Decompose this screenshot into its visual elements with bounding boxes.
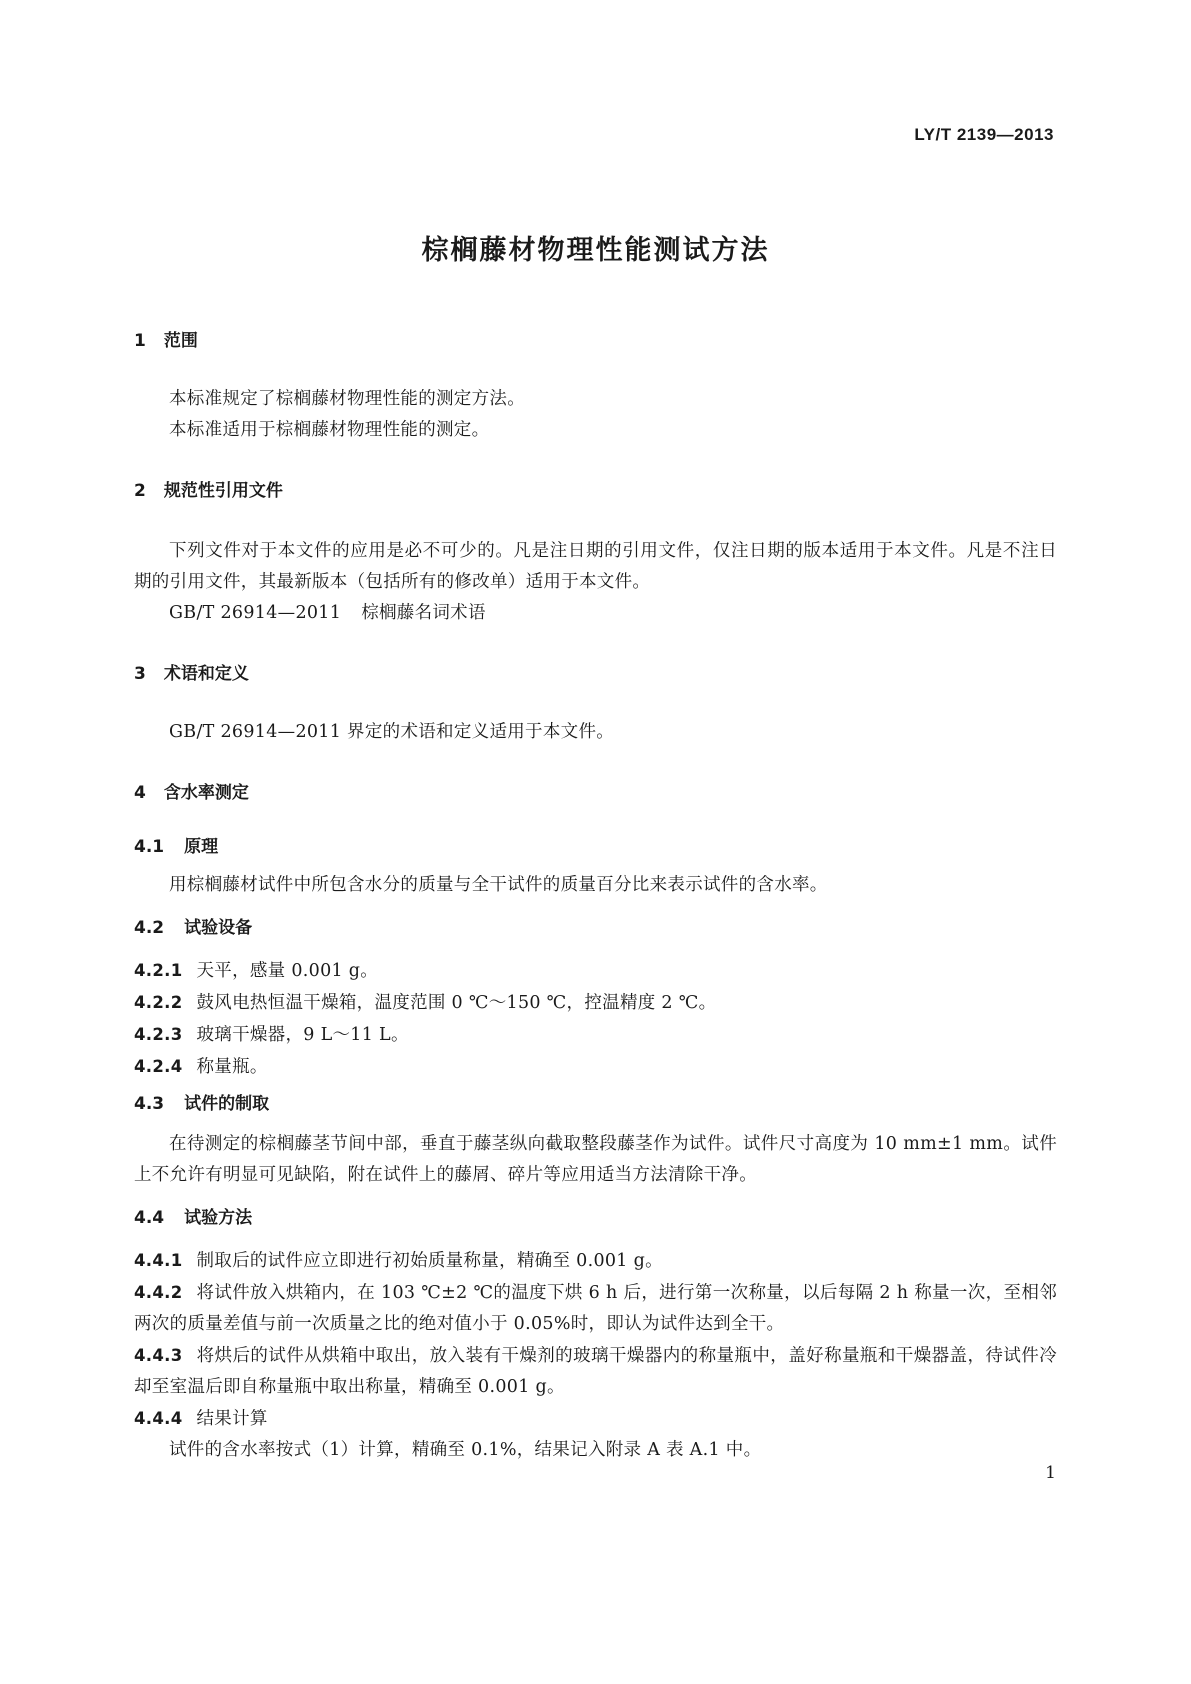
paragraph: 下列文件对于本文件的应用是必不可少的。凡是注日期的引用文件，仅注日期的版本适用于本文件。凡是不注日期的引用文件，其最新版本（包括所有的修改单）适用于本文件。 [134,541,1057,592]
section-1-heading [134,326,1057,356]
clause-text: 结果计算 [196,1409,268,1429]
paragraph: 试件的含水率按式（1）计算，精确至 0.1%，结果记入附录 A 表 A.1 中。 [169,1440,762,1460]
subsection-4-4-heading [134,1203,1057,1233]
reference-code: GB/T 26914—2011 [169,603,342,623]
section-3-heading [134,659,1057,689]
document-body [134,326,1057,1466]
section-title: 范围 [163,331,198,351]
clause-4-2-3 [134,1019,1057,1051]
clause-4-2-4 [134,1051,1057,1083]
clause-4-4-4 [134,1403,1057,1435]
clause-4-4-1 [134,1245,1057,1277]
clause-number: 4.4.2 [134,1283,183,1302]
section-title: 含水率测定 [163,783,249,803]
subsection-title: 试件的制取 [184,1094,270,1114]
clause-text: 天平，感量 0.001 g。 [196,961,379,981]
paragraph: 用棕榈藤材试件中所包含水分的质量与全干试件的质量百分比来表示试件的含水率。 [169,875,828,895]
section-title: 规范性引用文件 [163,481,283,501]
paragraph: 本标准适用于棕榈藤材物理性能的测定。 [169,420,490,440]
clause-text: 将烘后的试件从烘箱中取出，放入装有干燥剂的玻璃干燥器内的称量瓶中，盖好称量瓶和干燥器盖，待试件冷却至室温后即自称量瓶中取出称量，精确至 0.001 g。 [134,1346,1057,1397]
clause-text: 将试件放入烘箱内，在 103 ℃±2 ℃的温度下烘 6 h 后，进行第一次称量，以后每隔 2 h 称量一次，至相邻两次的质量差值与前一次质量之比的绝对值小于 0.05%时，即认为试件达到全干。 [134,1283,1057,1334]
subsection-4-2-heading [134,913,1057,943]
subsection-title: 试验方法 [184,1208,253,1228]
clause-4-4-3 [134,1340,1057,1403]
section-number: 2 [134,481,146,501]
section-number: 1 [134,331,146,351]
clause-text: 称量瓶。 [196,1057,268,1077]
section-2-heading [134,476,1057,506]
standard-code: LY/T 2139—2013 [914,125,1054,144]
clause-text: 制取后的试件应立即进行初始质量称量，精确至 0.001 g。 [196,1251,663,1271]
subsection-number: 4.2 [134,918,165,938]
page-number: 1 [1045,1463,1056,1483]
section-number: 4 [134,783,146,803]
subsection-4-3-heading [134,1089,1057,1119]
clause-number: 4.4.3 [134,1346,183,1365]
clause-number: 4.4.4 [134,1409,183,1428]
paragraph: 本标准规定了棕榈藤材物理性能的测定方法。 [169,389,525,409]
subsection-number: 4.4 [134,1208,165,1228]
clause-4-4-2 [134,1277,1057,1340]
section-number: 3 [134,664,146,684]
clause-4-2-2 [134,987,1057,1019]
subsection-number: 4.3 [134,1094,165,1114]
clause-number: 4.2.1 [134,961,183,980]
document-title: 棕榈藤材物理性能测试方法 [421,235,770,266]
clause-4-2-1 [134,955,1057,987]
paragraph: GB/T 26914—2011 界定的术语和定义适用于本文件。 [169,722,615,742]
paragraph: 在待测定的棕榈藤茎节间中部，垂直于藤茎纵向截取整段藤茎作为试件。试件尺寸高度为 10 mm±1 mm。试件上不允许有明显可见缺陷，附在试件上的藤屑、碎片等应用适当方法清除干净。 [134,1134,1057,1185]
section-title: 术语和定义 [163,664,249,684]
subsection-title: 原理 [184,837,219,857]
clause-text: 鼓风电热恒温干燥箱，温度范围 0 ℃～150 ℃，控温精度 2 ℃。 [196,993,717,1013]
subsection-4-1-heading [134,832,1057,862]
subsection-title: 试验设备 [184,918,253,938]
clause-text: 玻璃干燥器，9 L～11 L。 [196,1025,409,1045]
reference-title: 棕榈藤名词术语 [361,603,486,623]
subsection-number: 4.1 [134,837,165,857]
clause-number: 4.2.4 [134,1057,183,1076]
normative-reference [134,598,1057,629]
section-4-heading [134,778,1057,808]
clause-number: 4.4.1 [134,1251,183,1270]
clause-number: 4.2.2 [134,993,183,1012]
clause-number: 4.2.3 [134,1025,183,1044]
